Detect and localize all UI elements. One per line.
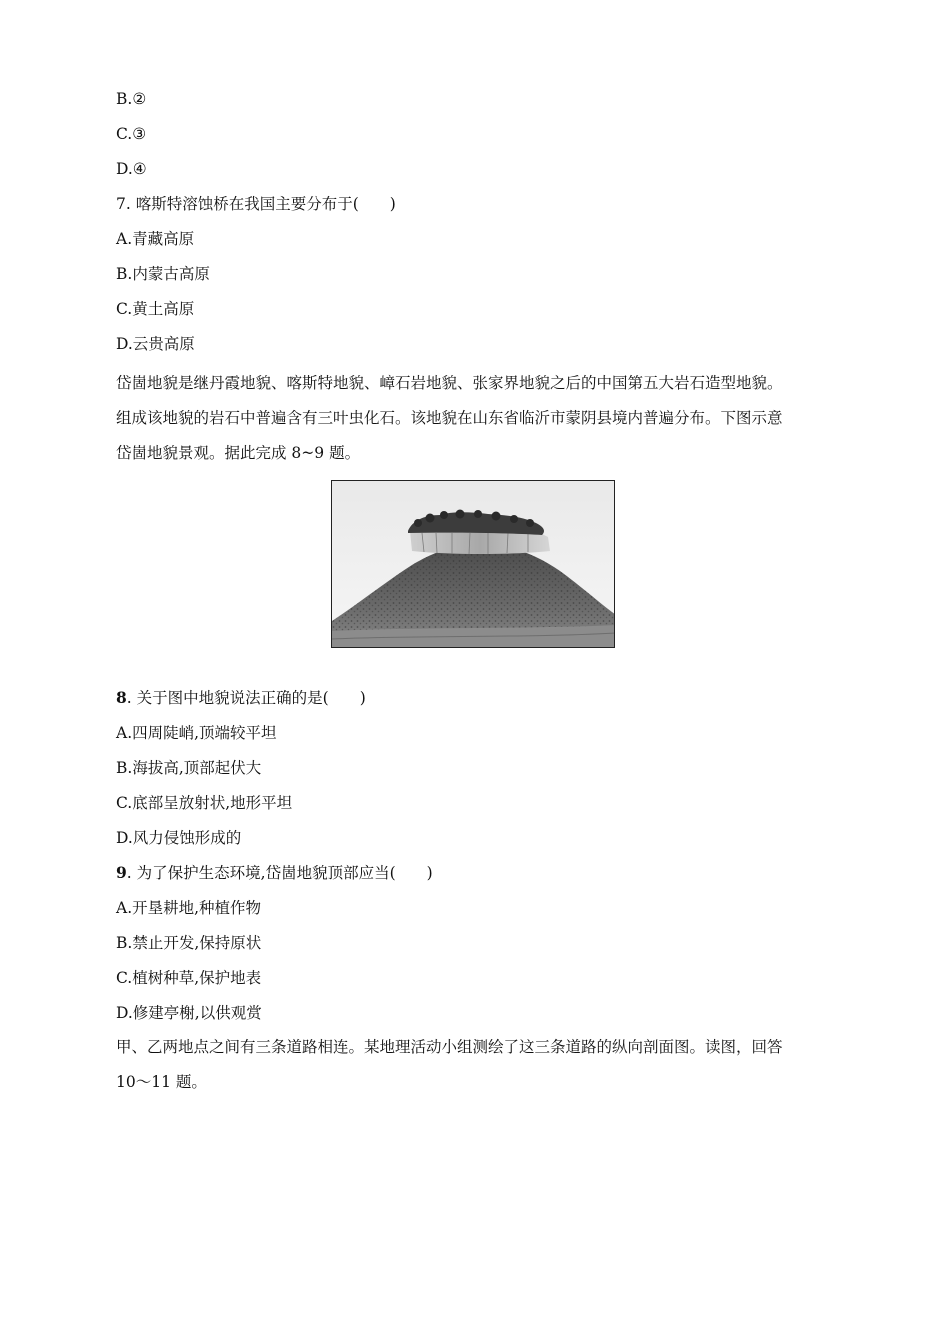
q9-option-c: C.植树种草,保护地表 [116,969,262,987]
q8-option-c: C.底部呈放射状,地形平坦 [116,794,293,812]
passage-10-11 [116,1030,838,1100]
passage-8-9-line-2: 组成该地貌的岩石中普遍含有三叶虫化石。该地貌在山东省临沂市蒙阴县境内普遍分布。下图示意 [116,409,783,427]
q7-stem: 7. 喀斯特溶蚀桥在我国主要分布于( ) [116,195,396,213]
q7-option-a: A.青藏高原 [116,230,195,248]
q6-option-c: C.③ [116,125,147,143]
q7-option-b: B.内蒙古高原 [116,265,210,283]
q8-number: 8 [116,688,127,707]
q9-number: 9 [116,863,127,882]
daigu-landform-photo [331,480,615,648]
q9-stem-text: . 为了保护生态环境,岱崮地貌顶部应当( ) [126,864,433,882]
passage-8-9-line-1: 岱崮地貌是继丹霞地貌、喀斯特地貌、嶂石岩地貌、张家界地貌之后的中国第五大岩石造型地貌。 [116,374,783,392]
passage-10-11-line-2: 10～11 题。 [116,1073,207,1091]
q8-stem-text: . 关于图中地貌说法正确的是( ) [126,689,366,707]
q8-option-d: D.风力侵蚀形成的 [116,829,242,847]
q9-option-a: A.开垦耕地,种植作物 [116,899,262,917]
q9-option-b: B.禁止开发,保持原状 [116,934,262,952]
mesa-cliff [410,531,550,554]
q9-stem [116,863,433,883]
q9-option-d: D.修建亭榭,以供观赏 [116,1004,262,1022]
q8-option-a: A.四周陡峭,顶端较平坦 [116,724,277,742]
passage-8-9 [116,366,838,471]
q7-option-c: C.黄土高原 [116,300,195,318]
q8-option-b: B.海拔高,顶部起伏大 [116,759,262,777]
q7-option-d: D.云贵高原 [116,335,195,353]
passage-10-11-line-1: 甲、乙两地点之间有三条道路相连。某地理活动小组测绘了这三条道路的纵向剖面图。读图，回答 [116,1038,783,1056]
mesa-landscape-photo-icon [332,481,615,648]
q6-option-b: B.② [116,90,147,108]
passage-8-9-line-3: 岱崮地貌景观。据此完成 8~9 题。 [116,444,361,462]
q6-option-d: D.④ [116,160,147,178]
q8-stem [116,688,366,708]
